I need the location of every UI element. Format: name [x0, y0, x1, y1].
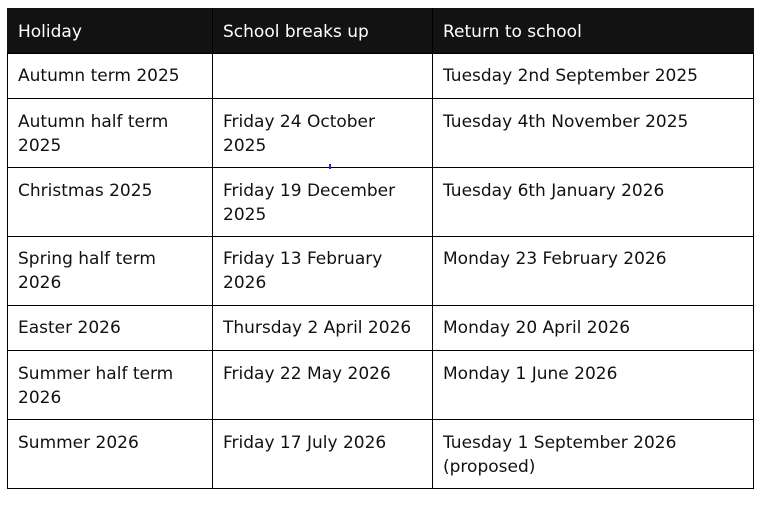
- table-header: [8, 9, 754, 54]
- cell-holiday[interactable]: Autumn term 2025: [8, 54, 213, 99]
- cell-return[interactable]: Monday 1 June 2026: [433, 351, 754, 420]
- header-return-to-school: Return to school: [433, 9, 754, 54]
- cell-return[interactable]: Monday 20 April 2026: [433, 306, 754, 351]
- cell-return[interactable]: Tuesday 2nd September 2025: [433, 54, 754, 99]
- table-row: [8, 351, 754, 420]
- holiday-dates-table: [7, 8, 754, 489]
- table-row: [8, 237, 754, 306]
- cell-breaks-up[interactable]: Friday 17 July 2026: [213, 420, 433, 489]
- cell-breaks-up[interactable]: [213, 54, 433, 99]
- cell-breaks-up[interactable]: Friday 24 October 2025: [213, 99, 433, 168]
- table-row: [8, 306, 754, 351]
- cell-holiday[interactable]: Easter 2026: [8, 306, 213, 351]
- cell-holiday[interactable]: Summer 2026: [8, 420, 213, 489]
- table-body: [8, 54, 754, 489]
- cell-return[interactable]: Tuesday 6th January 2026: [433, 168, 754, 237]
- table-row: [8, 99, 754, 168]
- cell-holiday[interactable]: Christmas 2025: [8, 168, 213, 237]
- cell-breaks-up[interactable]: Thursday 2 April 2026: [213, 306, 433, 351]
- header-school-breaks-up: School breaks up: [213, 9, 433, 54]
- cell-breaks-up[interactable]: Friday 19 December 2025: [213, 168, 433, 237]
- table-row: [8, 54, 754, 99]
- cell-holiday[interactable]: Summer half term 2026: [8, 351, 213, 420]
- cell-holiday[interactable]: Autumn half term 2025: [8, 99, 213, 168]
- cell-return[interactable]: Monday 23 February 2026: [433, 237, 754, 306]
- cell-return[interactable]: Tuesday 1 September 2026 (proposed): [433, 420, 754, 489]
- cell-breaks-up[interactable]: Friday 22 May 2026: [213, 351, 433, 420]
- cell-holiday[interactable]: Spring half term 2026: [8, 237, 213, 306]
- cell-breaks-up[interactable]: Friday 13 February 2026: [213, 237, 433, 306]
- text-cursor-mark: [329, 164, 331, 169]
- table-row: [8, 168, 754, 237]
- header-row: [8, 9, 754, 54]
- cell-return[interactable]: Tuesday 4th November 2025: [433, 99, 754, 168]
- header-holiday: Holiday: [8, 9, 213, 54]
- table-row: [8, 420, 754, 489]
